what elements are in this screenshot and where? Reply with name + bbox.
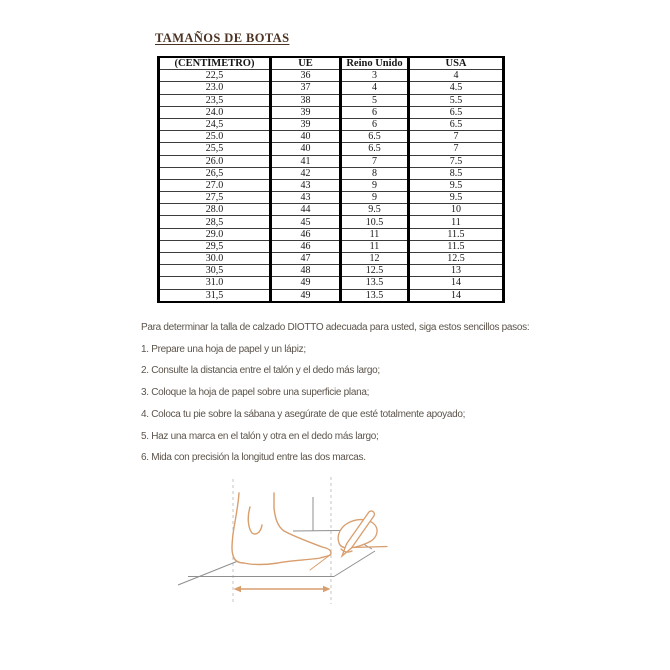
instructions-steps <box>141 339 529 469</box>
size-table-cell: 46 <box>271 240 341 252</box>
size-table-cell: 10 <box>409 204 504 216</box>
size-table-cell: 45 <box>271 216 341 228</box>
foot-measurement-illustration <box>170 465 395 630</box>
size-table-cell: 31,5 <box>159 289 271 302</box>
size-table-cell: 14 <box>409 277 504 289</box>
size-table-cell: 11.5 <box>409 240 504 252</box>
size-table-cell: 6.5 <box>409 118 504 130</box>
size-table-cell: 12.5 <box>341 265 409 277</box>
size-table-header-row <box>159 57 504 70</box>
size-table-cell: 28.0 <box>159 204 271 216</box>
size-table-cell: 46 <box>271 228 341 240</box>
size-table-cell: 4 <box>409 70 504 82</box>
size-table-cell: 48 <box>271 265 341 277</box>
instructions-intro: Para determinar la talla de calzado DIOTTO adecuada para usted, siga estos sencillos pasos: <box>141 322 530 333</box>
size-table-cell: 4 <box>341 82 409 94</box>
foot-outline <box>232 493 331 565</box>
size-table-cell: 14 <box>409 289 504 302</box>
instruction-step: 1. Prepare una hoja de papel y un lápiz; <box>141 343 306 355</box>
size-table-cell: 36 <box>271 70 341 82</box>
size-table-cell: 22,5 <box>159 70 271 82</box>
size-table-cell: 31.0 <box>159 277 271 289</box>
size-table-cell: 6.5 <box>409 106 504 118</box>
size-table-cell: 13 <box>409 265 504 277</box>
size-table-cell: 11 <box>341 228 409 240</box>
size-table-row <box>159 167 504 179</box>
size-table-cell: 23,5 <box>159 94 271 106</box>
size-table-cell: 12 <box>341 253 409 265</box>
size-table-cell: 27.0 <box>159 179 271 191</box>
size-table-cell: 6.5 <box>341 131 409 143</box>
size-table-cell: 40 <box>271 143 341 155</box>
size-table-cell: 37 <box>271 82 341 94</box>
size-table-cell: 29.0 <box>159 228 271 240</box>
size-table-row <box>159 143 504 155</box>
size-table-cell: 38 <box>271 94 341 106</box>
size-table-cell: 9 <box>341 192 409 204</box>
size-table-cell: 5 <box>341 94 409 106</box>
size-table-cell: 30.0 <box>159 253 271 265</box>
size-table-cell: 30,5 <box>159 265 271 277</box>
size-table-row <box>159 70 504 82</box>
size-table-cell: 11.5 <box>409 228 504 240</box>
instructions <box>141 317 529 469</box>
size-table-cell: 9.5 <box>341 204 409 216</box>
page-title: TAMAÑOS DE BOTAS <box>155 31 290 45</box>
size-table-cell: 8 <box>341 167 409 179</box>
size-table-row <box>159 289 504 302</box>
size-table-row <box>159 192 504 204</box>
size-table-cell: 13.5 <box>341 289 409 302</box>
size-table-header-cell: USA <box>409 57 504 70</box>
size-table-cell: 40 <box>271 131 341 143</box>
size-table-row <box>159 179 504 191</box>
size-table-cell: 49 <box>271 289 341 302</box>
size-table-header-cell: UE <box>271 57 341 70</box>
size-table-row <box>159 240 504 252</box>
size-table-cell: 26.0 <box>159 155 271 167</box>
size-table-cell: 11 <box>409 216 504 228</box>
size-table-cell: 9.5 <box>409 179 504 191</box>
size-table-row <box>159 131 504 143</box>
instruction-step: 2. Consulte la distancia entre el talón y el dedo más largo; <box>141 365 380 377</box>
size-table-cell: 43 <box>271 192 341 204</box>
measurement-arrow <box>234 586 331 592</box>
size-table-cell: 6 <box>341 106 409 118</box>
size-table-row <box>159 82 504 94</box>
size-table-cell: 26,5 <box>159 167 271 179</box>
instruction-step: 4. Coloca tu pie sobre la sábana y asegúrate de que esté totalmente apoyado; <box>141 408 466 420</box>
size-table-cell: 43 <box>271 179 341 191</box>
instruction-step: 3. Coloque la hoja de papel sobre una superficie plana; <box>141 387 370 399</box>
size-table-cell: 3 <box>341 70 409 82</box>
size-table-row <box>159 204 504 216</box>
size-table-cell: 7 <box>341 155 409 167</box>
size-table-cell: 10.5 <box>341 216 409 228</box>
size-table-cell: 25,5 <box>159 143 271 155</box>
size-table-row <box>159 155 504 167</box>
size-table-row <box>159 94 504 106</box>
size-table-cell: 6.5 <box>341 143 409 155</box>
size-table-cell: 9.5 <box>409 192 504 204</box>
size-table-row <box>159 216 504 228</box>
size-table-cell: 42 <box>271 167 341 179</box>
size-table-cell: 7 <box>409 131 504 143</box>
size-table-row <box>159 277 504 289</box>
instruction-step: 5. Haz una marca en el talón y otra en el dedo más largo; <box>141 430 379 442</box>
size-table-cell: 28,5 <box>159 216 271 228</box>
size-table-cell: 8.5 <box>409 167 504 179</box>
size-table-row <box>159 106 504 118</box>
size-table-row <box>159 253 504 265</box>
size-table-header-cell: (CENTÍMETRO) <box>159 57 271 70</box>
size-table-cell: 4.5 <box>409 82 504 94</box>
size-table-cell: 24,5 <box>159 118 271 130</box>
size-table-header-cell: Reino Unido <box>341 57 409 70</box>
size-table-cell: 9 <box>341 179 409 191</box>
size-table-cell: 41 <box>271 155 341 167</box>
boot-size-table <box>157 56 505 303</box>
size-table-cell: 12.5 <box>409 253 504 265</box>
size-table-cell: 5.5 <box>409 94 504 106</box>
size-table-row <box>159 118 504 130</box>
size-table-cell: 13.5 <box>341 277 409 289</box>
size-table-cell: 7 <box>409 143 504 155</box>
size-table-cell: 23.0 <box>159 82 271 94</box>
size-table-cell: 7.5 <box>409 155 504 167</box>
size-table-cell: 47 <box>271 253 341 265</box>
size-table-row <box>159 265 504 277</box>
instruction-step: 6. Mida con precisión la longitud entre las dos marcas. <box>141 452 366 464</box>
size-table-cell: 11 <box>341 240 409 252</box>
size-table-cell: 44 <box>271 204 341 216</box>
size-table-cell: 6 <box>341 118 409 130</box>
hand-with-pencil-icon <box>310 510 387 570</box>
size-table-cell: 39 <box>271 106 341 118</box>
size-table-cell: 39 <box>271 118 341 130</box>
size-table-cell: 25.0 <box>159 131 271 143</box>
size-table-cell: 29,5 <box>159 240 271 252</box>
size-table-row <box>159 228 504 240</box>
size-table-cell: 49 <box>271 277 341 289</box>
size-table-cell: 27,5 <box>159 192 271 204</box>
size-table-cell: 24.0 <box>159 106 271 118</box>
